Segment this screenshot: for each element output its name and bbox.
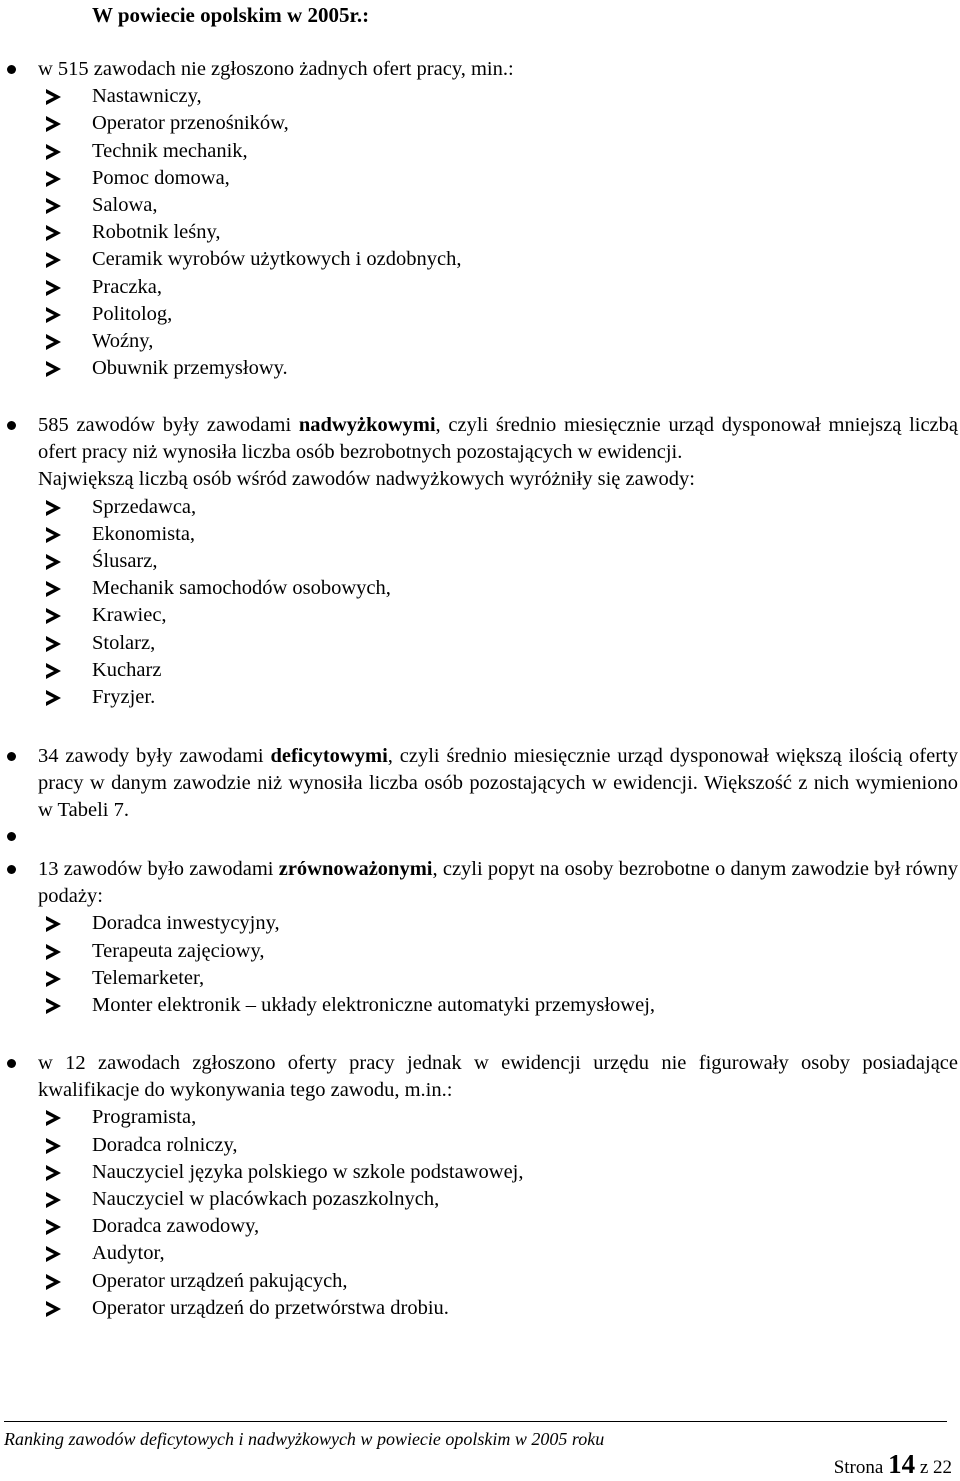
list-item-text: Obuwnik przemysłowy. [92, 357, 288, 380]
arrow-bullet-icon [46, 1110, 61, 1126]
list-item-text: Operator przenośników, [92, 112, 289, 135]
occupation-list [38, 83, 958, 382]
list-item [38, 1186, 958, 1213]
list-item-text: Doradca inwestycyjny, [92, 912, 280, 935]
arrow-bullet-icon [46, 1246, 61, 1262]
arrow-bullet-icon [46, 500, 61, 516]
lead-bold-term: zrównoważonymi [278, 858, 433, 880]
list-item-text: Ceramik wyrobów użytkowych i ozdobnych, [92, 248, 462, 271]
arrow-bullet-icon [46, 998, 61, 1014]
lead-text: , czyli popyt na osoby bezrobotne o danym zawodzie był równy podaży: [38, 858, 958, 908]
section-lead [38, 856, 958, 910]
list-item-text: Sprzedawca, [92, 495, 197, 518]
list-item-text: Operator urządzeń pakujących, [92, 1269, 348, 1292]
list-item [38, 192, 958, 219]
arrow-bullet-icon [46, 280, 61, 296]
section-lead: w 12 zawodach zgłoszono oferty pracy jednak w ewidencji urzędu nie figurowały osoby posiadające kwalifikacje do wykonywania tego zawodu, m.in.: [38, 1052, 958, 1102]
arrow-bullet-icon [46, 361, 61, 377]
list-item-text: Nastawniczy, [92, 85, 202, 108]
bullet-icon [7, 421, 16, 430]
list-item-text: Stolarz, [92, 631, 156, 654]
lead-bold-term: deficytowymi [270, 745, 388, 767]
list-item-text: Nauczyciel języka polskiego w szkole podstawowej, [92, 1160, 524, 1183]
arrow-bullet-icon [46, 554, 61, 570]
list-item-text: Salowa, [92, 193, 158, 216]
list-item [38, 1295, 958, 1322]
list-item [38, 301, 958, 328]
footer-title: Ranking zawodów deficytowych i nadwyżkowych w powiecie opolskim w 2005 roku [4, 1429, 605, 1449]
page-label: Strona [833, 1457, 884, 1478]
list-item [38, 657, 958, 684]
list-item [38, 1213, 958, 1240]
arrow-bullet-icon [46, 690, 61, 706]
list-item [38, 1132, 958, 1159]
section-no-offers [38, 56, 958, 382]
arrow-bullet-icon [46, 252, 61, 268]
list-item [38, 684, 958, 711]
bullet-icon [7, 752, 16, 761]
list-item-text: Ekonomista, [92, 522, 196, 545]
list-item-text: Operator urządzeń do przetwórstwa drobiu. [92, 1296, 449, 1319]
arrow-bullet-icon [46, 89, 61, 105]
list-item [38, 246, 958, 273]
arrow-bullet-icon [46, 581, 61, 597]
list-item [38, 992, 958, 1019]
list-item [38, 355, 958, 382]
occupation-list [38, 910, 958, 1019]
list-item [38, 1240, 958, 1267]
list-item-text: Krawiec, [92, 604, 167, 627]
footer-divider [4, 1421, 947, 1422]
lead-text: , czyli średnio miesięcznie urząd dysponował mniejszą liczbą ofert pracy niż wynosiła liczba osób bezrobotnych pozostających w ewidencji. [38, 414, 959, 464]
list-item [38, 630, 958, 657]
list-item [38, 219, 958, 246]
lead-text: 13 zawodów było zawodami [38, 858, 279, 880]
list-item [38, 575, 958, 602]
list-item-text: Audytor, [92, 1242, 165, 1265]
list-item-text: Fryzjer. [92, 685, 156, 708]
arrow-bullet-icon [46, 225, 61, 241]
list-item [38, 1159, 958, 1186]
bullet-icon [7, 832, 16, 841]
list-item [38, 274, 958, 301]
occupation-list [38, 1104, 958, 1322]
list-item [38, 602, 958, 629]
page-separator: z [919, 1457, 929, 1478]
lead-text: 34 zawody były zawodami [38, 745, 271, 767]
list-item-text: Politolog, [92, 302, 173, 325]
list-item-text: Doradca zawodowy, [92, 1215, 260, 1238]
arrow-bullet-icon [46, 116, 61, 132]
section-surplus [38, 412, 958, 711]
lead-text: 585 zawodów były zawodami [38, 414, 299, 436]
list-item [38, 965, 958, 992]
section-balanced [38, 856, 958, 1019]
bullet-icon [7, 1059, 16, 1068]
list-item-text: Programista, [92, 1106, 197, 1129]
list-item-text: Mechanik samochodów osobowych, [92, 577, 391, 600]
arrow-bullet-icon [46, 916, 61, 932]
list-item-text: Monter elektronik – układy elektroniczne automatyki przemysłowej, [92, 993, 656, 1016]
list-item-text: Kucharz [92, 658, 162, 681]
list-item [38, 521, 958, 548]
arrow-bullet-icon [46, 1165, 61, 1181]
arrow-bullet-icon [46, 198, 61, 214]
arrow-bullet-icon [46, 663, 61, 679]
bullet-icon [7, 865, 16, 874]
list-item [38, 328, 958, 355]
arrow-bullet-icon [46, 971, 61, 987]
list-item-text: Nauczyciel w placówkach pozaszkolnych, [92, 1187, 440, 1210]
section-no-qualified [38, 1050, 958, 1322]
list-item [38, 938, 958, 965]
bullet-icon [7, 65, 16, 74]
arrow-bullet-icon [46, 334, 61, 350]
page-current: 14 [888, 1449, 916, 1479]
list-item [38, 165, 958, 192]
arrow-bullet-icon [46, 1192, 61, 1208]
list-item-text: Telemarketer, [92, 966, 205, 989]
arrow-bullet-icon [46, 144, 61, 160]
list-item [38, 110, 958, 137]
page-total: 22 [933, 1457, 952, 1478]
section-deficit [38, 743, 958, 825]
arrow-bullet-icon [46, 1274, 61, 1290]
section-lead [38, 412, 958, 466]
list-item [38, 1268, 958, 1295]
list-item-text: Pomoc domowa, [92, 166, 230, 189]
list-item [38, 138, 958, 165]
page-title: W powiecie opolskim w 2005r.: [92, 3, 370, 27]
section-intro: Największą liczbą osób wśród zawodów nadwyżkowych wyróżniły się zawody: [38, 468, 695, 491]
list-item-text: Praczka, [92, 275, 162, 298]
list-item-text: Technik mechanik, [92, 139, 248, 162]
arrow-bullet-icon [46, 1138, 61, 1154]
arrow-bullet-icon [46, 1219, 61, 1235]
occupation-list [38, 494, 958, 712]
arrow-bullet-icon [46, 171, 61, 187]
list-item [38, 1104, 958, 1131]
lead-bold-term: nadwyżkowymi [298, 414, 436, 436]
list-item [38, 910, 958, 937]
arrow-bullet-icon [46, 1301, 61, 1317]
section-lead [38, 743, 958, 825]
section-lead: w 515 zawodach nie zgłoszono żadnych ofert pracy, min.: [38, 58, 514, 80]
page-number [834, 1451, 952, 1481]
lead-text: , czyli średnio miesięcznie urząd dysponował większą ilością oferty pracy w danym zawodzie niż wynosiła liczba osób pozostających w ewidencji. Większość z nich wymieniono w Tabeli 7. [38, 745, 958, 822]
arrow-bullet-icon [46, 307, 61, 323]
list-item-text: Robotnik leśny, [92, 221, 221, 244]
list-item [38, 548, 958, 575]
arrow-bullet-icon [46, 636, 61, 652]
list-item-text: Doradca rolniczy, [92, 1133, 238, 1156]
arrow-bullet-icon [46, 527, 61, 543]
list-item [38, 83, 958, 110]
list-item-text: Woźny, [92, 329, 154, 352]
list-item [38, 494, 958, 521]
arrow-bullet-icon [46, 944, 61, 960]
list-item-text: Ślusarz, [92, 549, 158, 572]
arrow-bullet-icon [46, 608, 61, 624]
list-item-text: Terapeuta zajęciowy, [92, 939, 265, 962]
